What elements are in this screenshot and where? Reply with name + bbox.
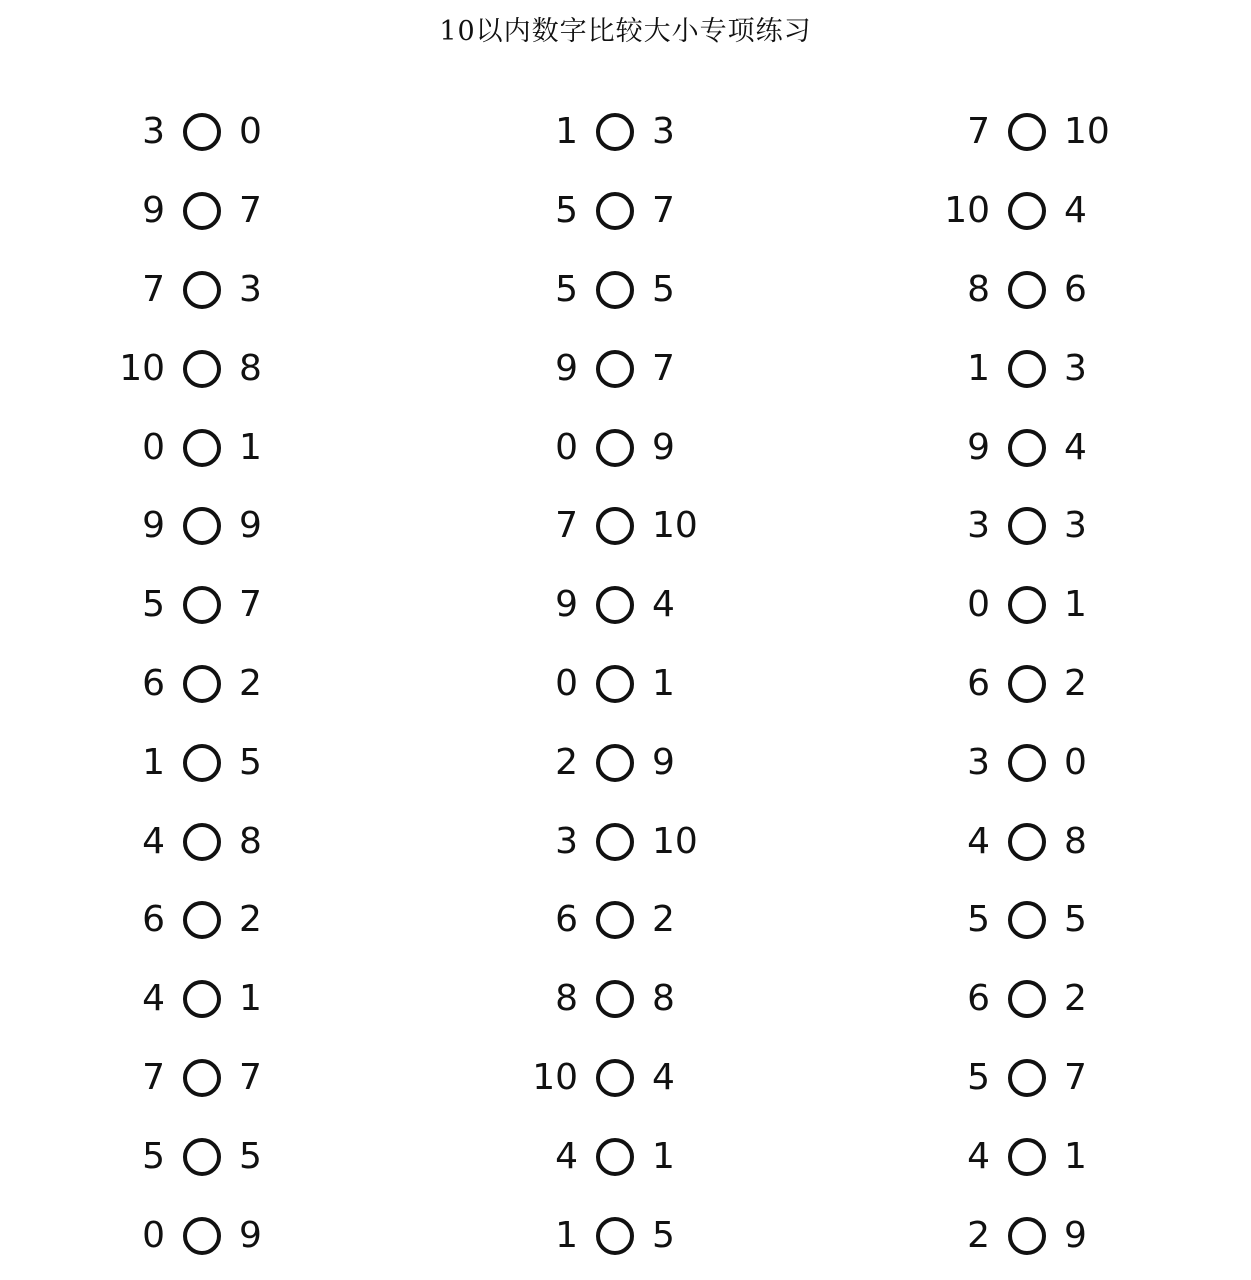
right-number: 0 bbox=[1064, 741, 1087, 783]
comparison-problem bbox=[508, 251, 768, 330]
problem-column-3 bbox=[920, 93, 1180, 1275]
answer-circle[interactable] bbox=[183, 271, 221, 309]
left-number: 7 bbox=[142, 268, 165, 310]
right-number: 2 bbox=[1064, 978, 1087, 1020]
right-number: 9 bbox=[239, 505, 262, 547]
comparison-problem bbox=[920, 408, 1180, 487]
left-number: 2 bbox=[555, 741, 578, 783]
right-number: 9 bbox=[239, 1214, 262, 1256]
left-number: 0 bbox=[555, 426, 578, 468]
comparison-problem bbox=[920, 93, 1180, 172]
answer-circle[interactable] bbox=[183, 1217, 221, 1255]
left-number: 10 bbox=[532, 1056, 578, 1098]
answer-circle[interactable] bbox=[596, 665, 634, 703]
comparison-problem bbox=[508, 645, 768, 724]
comparison-problem bbox=[508, 723, 768, 802]
comparison-problem bbox=[95, 645, 355, 724]
comparison-problem bbox=[95, 1196, 355, 1275]
answer-circle[interactable] bbox=[183, 429, 221, 467]
right-number: 1 bbox=[652, 1135, 675, 1177]
right-number: 1 bbox=[1064, 584, 1087, 626]
answer-circle[interactable] bbox=[596, 350, 634, 388]
right-number: 7 bbox=[652, 347, 675, 389]
answer-circle[interactable] bbox=[596, 1138, 634, 1176]
right-number: 2 bbox=[1064, 662, 1087, 704]
answer-circle[interactable] bbox=[596, 980, 634, 1018]
right-number: 9 bbox=[652, 426, 675, 468]
left-number: 9 bbox=[555, 347, 578, 389]
comparison-problem bbox=[95, 881, 355, 960]
left-number: 6 bbox=[142, 662, 165, 704]
left-number: 4 bbox=[142, 820, 165, 862]
left-number: 9 bbox=[142, 505, 165, 547]
right-number: 7 bbox=[239, 584, 262, 626]
comparison-problem bbox=[508, 172, 768, 251]
left-number: 4 bbox=[967, 1135, 990, 1177]
comparison-problem bbox=[508, 1117, 768, 1196]
right-number: 4 bbox=[1064, 426, 1087, 468]
left-number: 0 bbox=[555, 662, 578, 704]
comparison-problem bbox=[95, 251, 355, 330]
right-number: 3 bbox=[1064, 505, 1087, 547]
comparison-problem bbox=[95, 93, 355, 172]
left-number: 5 bbox=[142, 584, 165, 626]
right-number: 10 bbox=[652, 820, 698, 862]
right-number: 5 bbox=[1064, 899, 1087, 941]
answer-circle[interactable] bbox=[1008, 271, 1046, 309]
answer-circle[interactable] bbox=[596, 429, 634, 467]
right-number: 1 bbox=[652, 662, 675, 704]
answer-circle[interactable] bbox=[596, 507, 634, 545]
left-number: 8 bbox=[967, 268, 990, 310]
comparison-problem bbox=[508, 881, 768, 960]
right-number: 9 bbox=[1064, 1214, 1087, 1256]
left-number: 10 bbox=[119, 347, 165, 389]
left-number: 1 bbox=[555, 1214, 578, 1256]
answer-circle[interactable] bbox=[183, 113, 221, 151]
left-number: 0 bbox=[142, 426, 165, 468]
comparison-problem bbox=[95, 960, 355, 1039]
comparison-problem bbox=[920, 566, 1180, 645]
left-number: 0 bbox=[142, 1214, 165, 1256]
left-number: 4 bbox=[555, 1135, 578, 1177]
left-number: 1 bbox=[967, 347, 990, 389]
left-number: 9 bbox=[967, 426, 990, 468]
right-number: 4 bbox=[1064, 190, 1087, 232]
left-number: 5 bbox=[142, 1135, 165, 1177]
comparison-problem bbox=[920, 1039, 1180, 1118]
answer-circle[interactable] bbox=[596, 1059, 634, 1097]
answer-circle[interactable] bbox=[183, 1059, 221, 1097]
right-number: 1 bbox=[239, 426, 262, 468]
comparison-problem bbox=[920, 329, 1180, 408]
comparison-problem bbox=[920, 645, 1180, 724]
answer-circle[interactable] bbox=[183, 507, 221, 545]
left-number: 0 bbox=[967, 584, 990, 626]
right-number: 7 bbox=[1064, 1056, 1087, 1098]
comparison-problem bbox=[920, 487, 1180, 566]
right-number: 8 bbox=[652, 978, 675, 1020]
answer-circle[interactable] bbox=[1008, 350, 1046, 388]
answer-circle[interactable] bbox=[183, 980, 221, 1018]
answer-circle[interactable] bbox=[596, 823, 634, 861]
answer-circle[interactable] bbox=[596, 113, 634, 151]
comparison-problem bbox=[508, 93, 768, 172]
left-number: 1 bbox=[142, 741, 165, 783]
answer-circle[interactable] bbox=[1008, 507, 1046, 545]
right-number: 8 bbox=[239, 347, 262, 389]
comparison-problem bbox=[920, 802, 1180, 881]
answer-circle[interactable] bbox=[1008, 665, 1046, 703]
right-number: 3 bbox=[652, 111, 675, 153]
comparison-problem bbox=[508, 960, 768, 1039]
left-number: 5 bbox=[555, 190, 578, 232]
comparison-problem bbox=[508, 329, 768, 408]
left-number: 1 bbox=[555, 111, 578, 153]
left-number: 9 bbox=[142, 190, 165, 232]
answer-circle[interactable] bbox=[1008, 1138, 1046, 1176]
answer-circle[interactable] bbox=[596, 586, 634, 624]
answer-circle[interactable] bbox=[1008, 113, 1046, 151]
comparison-problem bbox=[920, 960, 1180, 1039]
answer-circle[interactable] bbox=[183, 1138, 221, 1176]
comparison-problem bbox=[508, 566, 768, 645]
right-number: 2 bbox=[239, 899, 262, 941]
right-number: 8 bbox=[239, 820, 262, 862]
comparison-problem bbox=[508, 408, 768, 487]
comparison-problem bbox=[508, 802, 768, 881]
comparison-problem bbox=[920, 723, 1180, 802]
answer-circle[interactable] bbox=[596, 901, 634, 939]
answer-circle[interactable] bbox=[1008, 1059, 1046, 1097]
comparison-problem bbox=[920, 172, 1180, 251]
left-number: 2 bbox=[967, 1214, 990, 1256]
right-number: 7 bbox=[652, 190, 675, 232]
right-number: 4 bbox=[652, 1056, 675, 1098]
answer-circle[interactable] bbox=[1008, 586, 1046, 624]
left-number: 7 bbox=[967, 111, 990, 153]
comparison-problem bbox=[920, 1196, 1180, 1275]
left-number: 6 bbox=[967, 978, 990, 1020]
left-number: 3 bbox=[967, 505, 990, 547]
right-number: 1 bbox=[239, 978, 262, 1020]
answer-circle[interactable] bbox=[1008, 192, 1046, 230]
answer-circle[interactable] bbox=[183, 665, 221, 703]
problem-column-2 bbox=[508, 93, 768, 1275]
answer-circle[interactable] bbox=[1008, 980, 1046, 1018]
comparison-problem bbox=[95, 1117, 355, 1196]
problem-column-1 bbox=[95, 93, 355, 1275]
right-number: 7 bbox=[239, 190, 262, 232]
right-number: 9 bbox=[652, 741, 675, 783]
right-number: 6 bbox=[1064, 268, 1087, 310]
right-number: 1 bbox=[1064, 1135, 1087, 1177]
answer-circle[interactable] bbox=[596, 192, 634, 230]
right-number: 4 bbox=[652, 584, 675, 626]
answer-circle[interactable] bbox=[183, 823, 221, 861]
left-number: 4 bbox=[967, 820, 990, 862]
left-number: 7 bbox=[142, 1056, 165, 1098]
answer-circle[interactable] bbox=[1008, 429, 1046, 467]
comparison-problem bbox=[95, 172, 355, 251]
answer-circle[interactable] bbox=[1008, 823, 1046, 861]
left-number: 10 bbox=[944, 190, 990, 232]
left-number: 6 bbox=[967, 662, 990, 704]
right-number: 3 bbox=[1064, 347, 1087, 389]
answer-circle[interactable] bbox=[183, 350, 221, 388]
right-number: 5 bbox=[239, 1135, 262, 1177]
worksheet-title: 10以内数字比较大小专项练习 bbox=[439, 16, 812, 47]
right-number: 5 bbox=[652, 1214, 675, 1256]
right-number: 2 bbox=[652, 899, 675, 941]
right-number: 3 bbox=[239, 268, 262, 310]
left-number: 5 bbox=[967, 1056, 990, 1098]
answer-circle[interactable] bbox=[183, 744, 221, 782]
comparison-problem bbox=[95, 802, 355, 881]
answer-circle[interactable] bbox=[183, 192, 221, 230]
left-number: 6 bbox=[142, 899, 165, 941]
left-number: 3 bbox=[555, 820, 578, 862]
answer-circle[interactable] bbox=[596, 271, 634, 309]
comparison-problem bbox=[920, 1117, 1180, 1196]
left-number: 3 bbox=[967, 741, 990, 783]
comparison-problem bbox=[95, 566, 355, 645]
answer-circle[interactable] bbox=[596, 1217, 634, 1255]
comparison-problem bbox=[920, 881, 1180, 960]
right-number: 5 bbox=[239, 741, 262, 783]
right-number: 10 bbox=[1064, 111, 1110, 153]
left-number: 5 bbox=[555, 268, 578, 310]
comparison-problem bbox=[508, 1039, 768, 1118]
right-number: 5 bbox=[652, 268, 675, 310]
left-number: 7 bbox=[555, 505, 578, 547]
left-number: 4 bbox=[142, 978, 165, 1020]
answer-circle[interactable] bbox=[1008, 901, 1046, 939]
right-number: 2 bbox=[239, 662, 262, 704]
answer-circle[interactable] bbox=[596, 744, 634, 782]
left-number: 8 bbox=[555, 978, 578, 1020]
right-number: 7 bbox=[239, 1056, 262, 1098]
left-number: 6 bbox=[555, 899, 578, 941]
right-number: 8 bbox=[1064, 820, 1087, 862]
comparison-problem bbox=[95, 1039, 355, 1118]
right-number: 0 bbox=[239, 111, 262, 153]
comparison-problem bbox=[920, 251, 1180, 330]
left-number: 3 bbox=[142, 111, 165, 153]
comparison-problem bbox=[508, 487, 768, 566]
comparison-problem bbox=[95, 408, 355, 487]
left-number: 9 bbox=[555, 584, 578, 626]
answer-circle[interactable] bbox=[1008, 744, 1046, 782]
answer-circle[interactable] bbox=[183, 586, 221, 624]
right-number: 10 bbox=[652, 505, 698, 547]
comparison-problem bbox=[508, 1196, 768, 1275]
comparison-problem bbox=[95, 329, 355, 408]
left-number: 5 bbox=[967, 899, 990, 941]
answer-circle[interactable] bbox=[183, 901, 221, 939]
comparison-problem bbox=[95, 487, 355, 566]
comparison-problem bbox=[95, 723, 355, 802]
answer-circle[interactable] bbox=[1008, 1217, 1046, 1255]
